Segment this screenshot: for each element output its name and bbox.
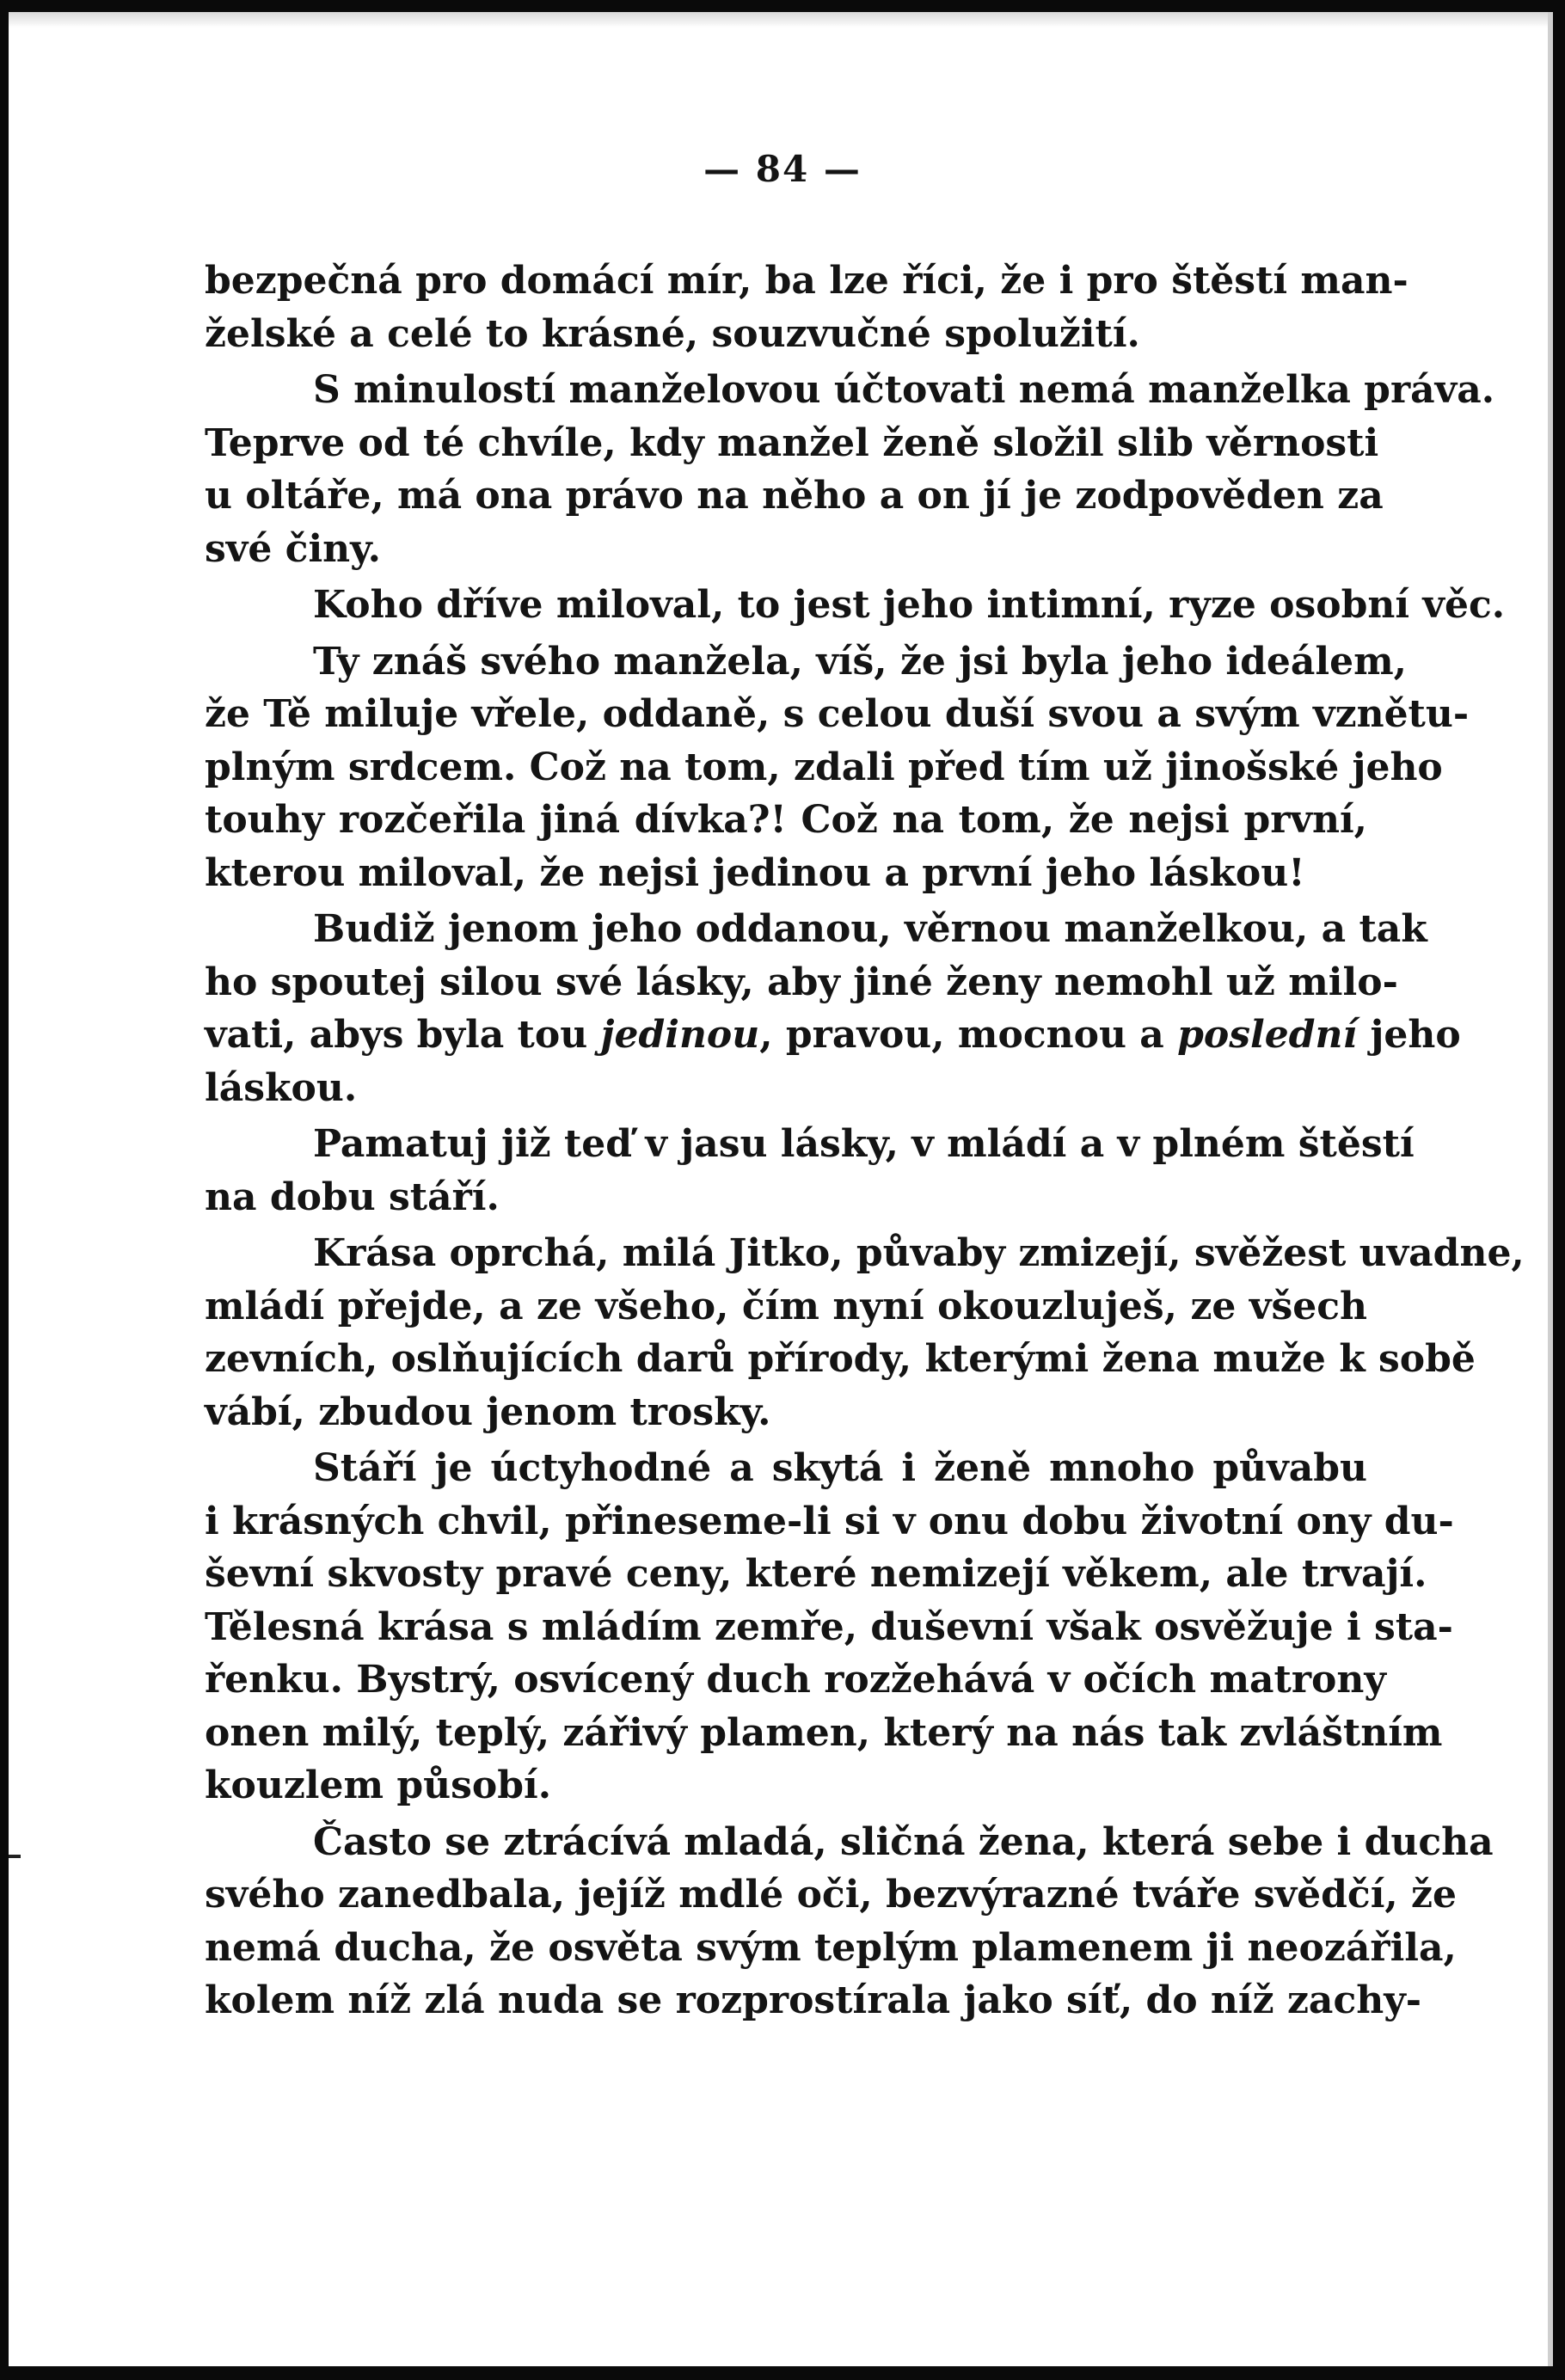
text-line: onen milý, teplý, zářivý plamen, který na nás tak zvláštním (205, 1710, 1443, 1755)
text-line: kterou miloval, že nejsi jedinou a první jeho láskou! (205, 850, 1305, 895)
text-line: zevních, oslňujících darů přírody, kterými žena muže k sobě (205, 1337, 1476, 1381)
text-line: vábí, zbudou jenom trosky. (205, 1389, 771, 1434)
text-line: Koho dříve miloval, to jest jeho intimní, ryze osobní věc. (313, 583, 1506, 627)
text-line: Budiž jenom jeho oddanou, věrnou manželkou, a tak (313, 907, 1427, 951)
text-line: S minulostí manželovou účtovati nemá manželka práva. (313, 368, 1495, 412)
text-line: svého zanedbala, jejíž mdlé oči, bezvýrazné tváře svědčí, že (205, 1873, 1458, 1917)
text-line: želské a celé to krásné, souzvučné spolužití. (205, 311, 1140, 356)
text-line: kolem níž zlá nuda se rozprostírala jako síť, do níž zachy- (205, 1978, 1422, 2022)
page-number: — 84 — (703, 148, 862, 190)
text-line: plným srdcem. Což na tom, zdali před tím už jinošské jeho (205, 745, 1443, 789)
text-line: ho spoutej silou své lásky, aby jiné ženy nemohl už milo- (205, 960, 1398, 1004)
text-line: řenku. Bystrý, osvícený duch rozžehává v očích matrony (205, 1658, 1386, 1702)
margin-mark (9, 1855, 21, 1858)
text-line: nemá ducha, že osvěta svým teplým plamenem ji neozářila, (205, 1925, 1457, 1970)
emphasized-word: poslední (1177, 1013, 1358, 1057)
text-line: u oltáře, má ona právo na něho a on jí je zodpověden za (205, 474, 1384, 518)
scan-right-shadow (1548, 12, 1553, 2366)
text-line: kouzlem působí. (205, 1764, 552, 1807)
text-line: Tělesná krása s mládím zemře, duševní však osvěžuje i sta- (205, 1604, 1453, 1649)
text-line: Stáří je úctyhodné a skytá i ženě mnoho půvabu (313, 1446, 1367, 1490)
text-line: Ty znáš svého manžela, víš, že jsi byla jeho ideálem, (313, 639, 1407, 684)
text-line: Pamatuj již teď v jasu lásky, v mládí a v plném štěstí (313, 1122, 1415, 1166)
text-line: ševní skvosty pravé ceny, které nemizejí věkem, ale trvají. (205, 1552, 1427, 1596)
scan-top-shadow (9, 12, 1553, 28)
text-line: láskou. (205, 1065, 358, 1110)
emphasized-word: jedinou (600, 1013, 760, 1057)
text-line: Teprve od té chvíle, kdy manžel ženě složil slib věrnosti (205, 420, 1379, 465)
text-line: i krásných chvil, přineseme-li si v onu dobu životní ony du- (205, 1499, 1454, 1543)
text-line: Často se ztrácívá mladá, sličná žena, která sebe i ducha (313, 1819, 1494, 1864)
text-line: bezpečná pro domácí mír, ba lze říci, že i pro štěstí man- (205, 259, 1408, 303)
text-line: vati, abys byla tou jedinou, pravou, mocnou a poslední jeho (205, 1013, 1461, 1057)
text-line: své činy. (205, 526, 381, 571)
text-line: Krása oprchá, milá Jitko, půvaby zmizejí, svěžest uvadne, (313, 1231, 1525, 1275)
text-line: touhy rozčeřila jiná dívka?! Což na tom, že nejsi první, (205, 798, 1367, 842)
text-line: mládí přejde, a ze všeho, čím nyní okouzluješ, ze všech (205, 1284, 1367, 1328)
text-line: že Tě miluje vřele, oddaně, s celou duší svou a svým vznětu- (205, 692, 1470, 736)
text-line: na dobu stáří. (205, 1175, 500, 1219)
body-text (205, 255, 1525, 2027)
